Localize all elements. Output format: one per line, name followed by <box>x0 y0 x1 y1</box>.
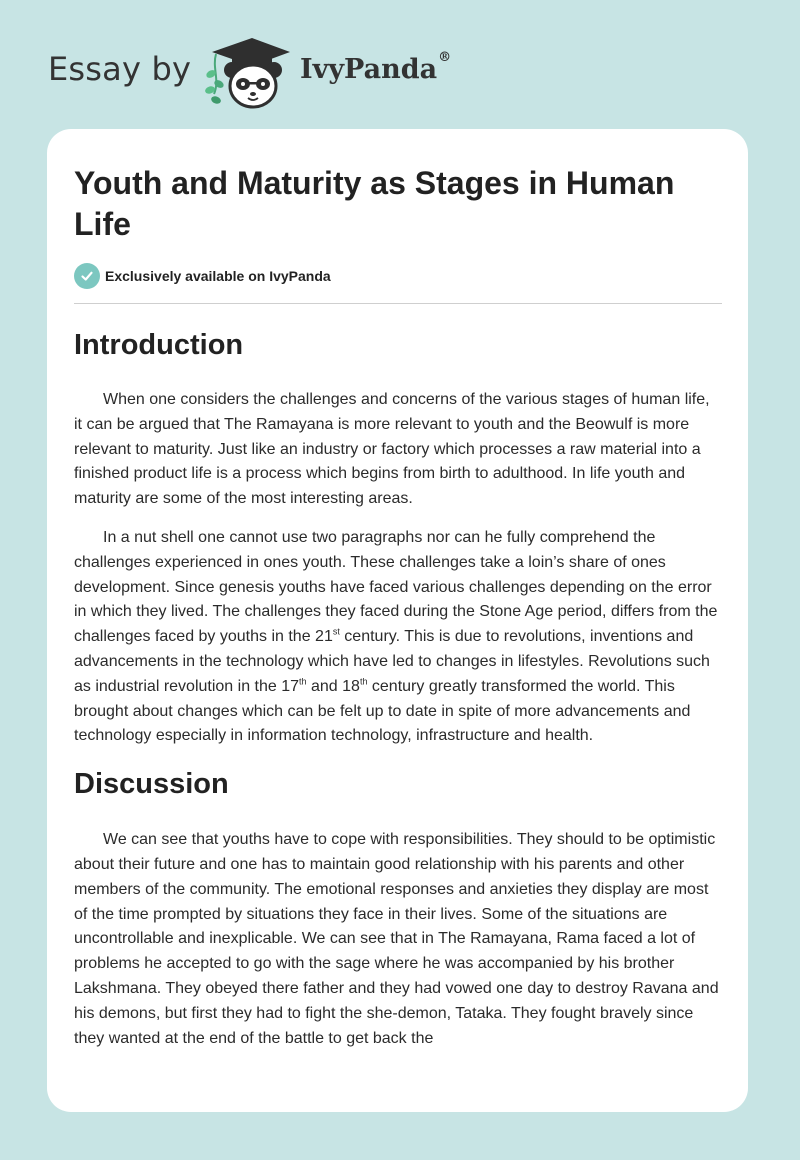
title-divider <box>74 303 722 304</box>
paragraph: In a nut shell one cannot use two paragraphs nor can he fully comprehend the challenges experienced in ones youth. These challenges take a loin’s share of ones development. Since genesis youths have faced various challenges depending on the error in which they lived. The challenges they faced during the Stone Age period, differs from the challenges faced by youths in the 21st century. This is due to revolutions, inventions and advancements in the technology which have led to changes in lifestyles. Revolutions such as industrial revolution in the 17th and 18th century greatly transformed the world. This brought about changes which can be felt up to date in spite of more advancements and technology especially in information technology, infrastructure and health. <box>74 528 718 745</box>
brand-header <box>48 34 468 114</box>
brand-prefix: Essay by <box>48 50 192 88</box>
paragraph: We can see that youths have to cope with responsibilities. They should to be optimistic about their future and one has to maintain good relationship with his parents and other members of the community. The emotional responses and anxieties they display are most of the time prompted by situations they face in their lives. Some of the situations are uncontrollable and inexplicable. We can see that in The Ramayana, Rama faced a lot of problems he accepted to go with the sage where he was accompanied by his brother Lakshmana. They obeyed there father and they had vowed one day to destroy Ravana and his demons, but first they had to fight the she-demon, Tataka. They fought bravely since they wanted at the end of the battle to get back the <box>74 831 719 1047</box>
section-heading-introduction: Introduction <box>74 329 244 361</box>
exclusive-text: Exclusively available on IvyPanda <box>105 268 331 284</box>
section-heading-discussion: Discussion <box>74 768 229 801</box>
essay-card <box>47 129 748 1112</box>
essay-title: Youth and Maturity as Stages in Human Life <box>74 165 675 242</box>
paragraph: When one considers the challenges and concerns of the various stages of human life, it can be argued that The Ramayana is more relevant to youth and the Beowulf is more relevant to maturity. Just like an industry or factory which processes a raw material into a finished product life is a process which begins from birth to adulthood. In life youth and maturity are some of the most interesting areas. <box>74 391 710 508</box>
check-icon <box>74 263 100 289</box>
panda-logo-icon <box>202 34 294 110</box>
brand-name: IvyPanda® <box>300 50 452 85</box>
exclusive-badge <box>74 262 722 290</box>
